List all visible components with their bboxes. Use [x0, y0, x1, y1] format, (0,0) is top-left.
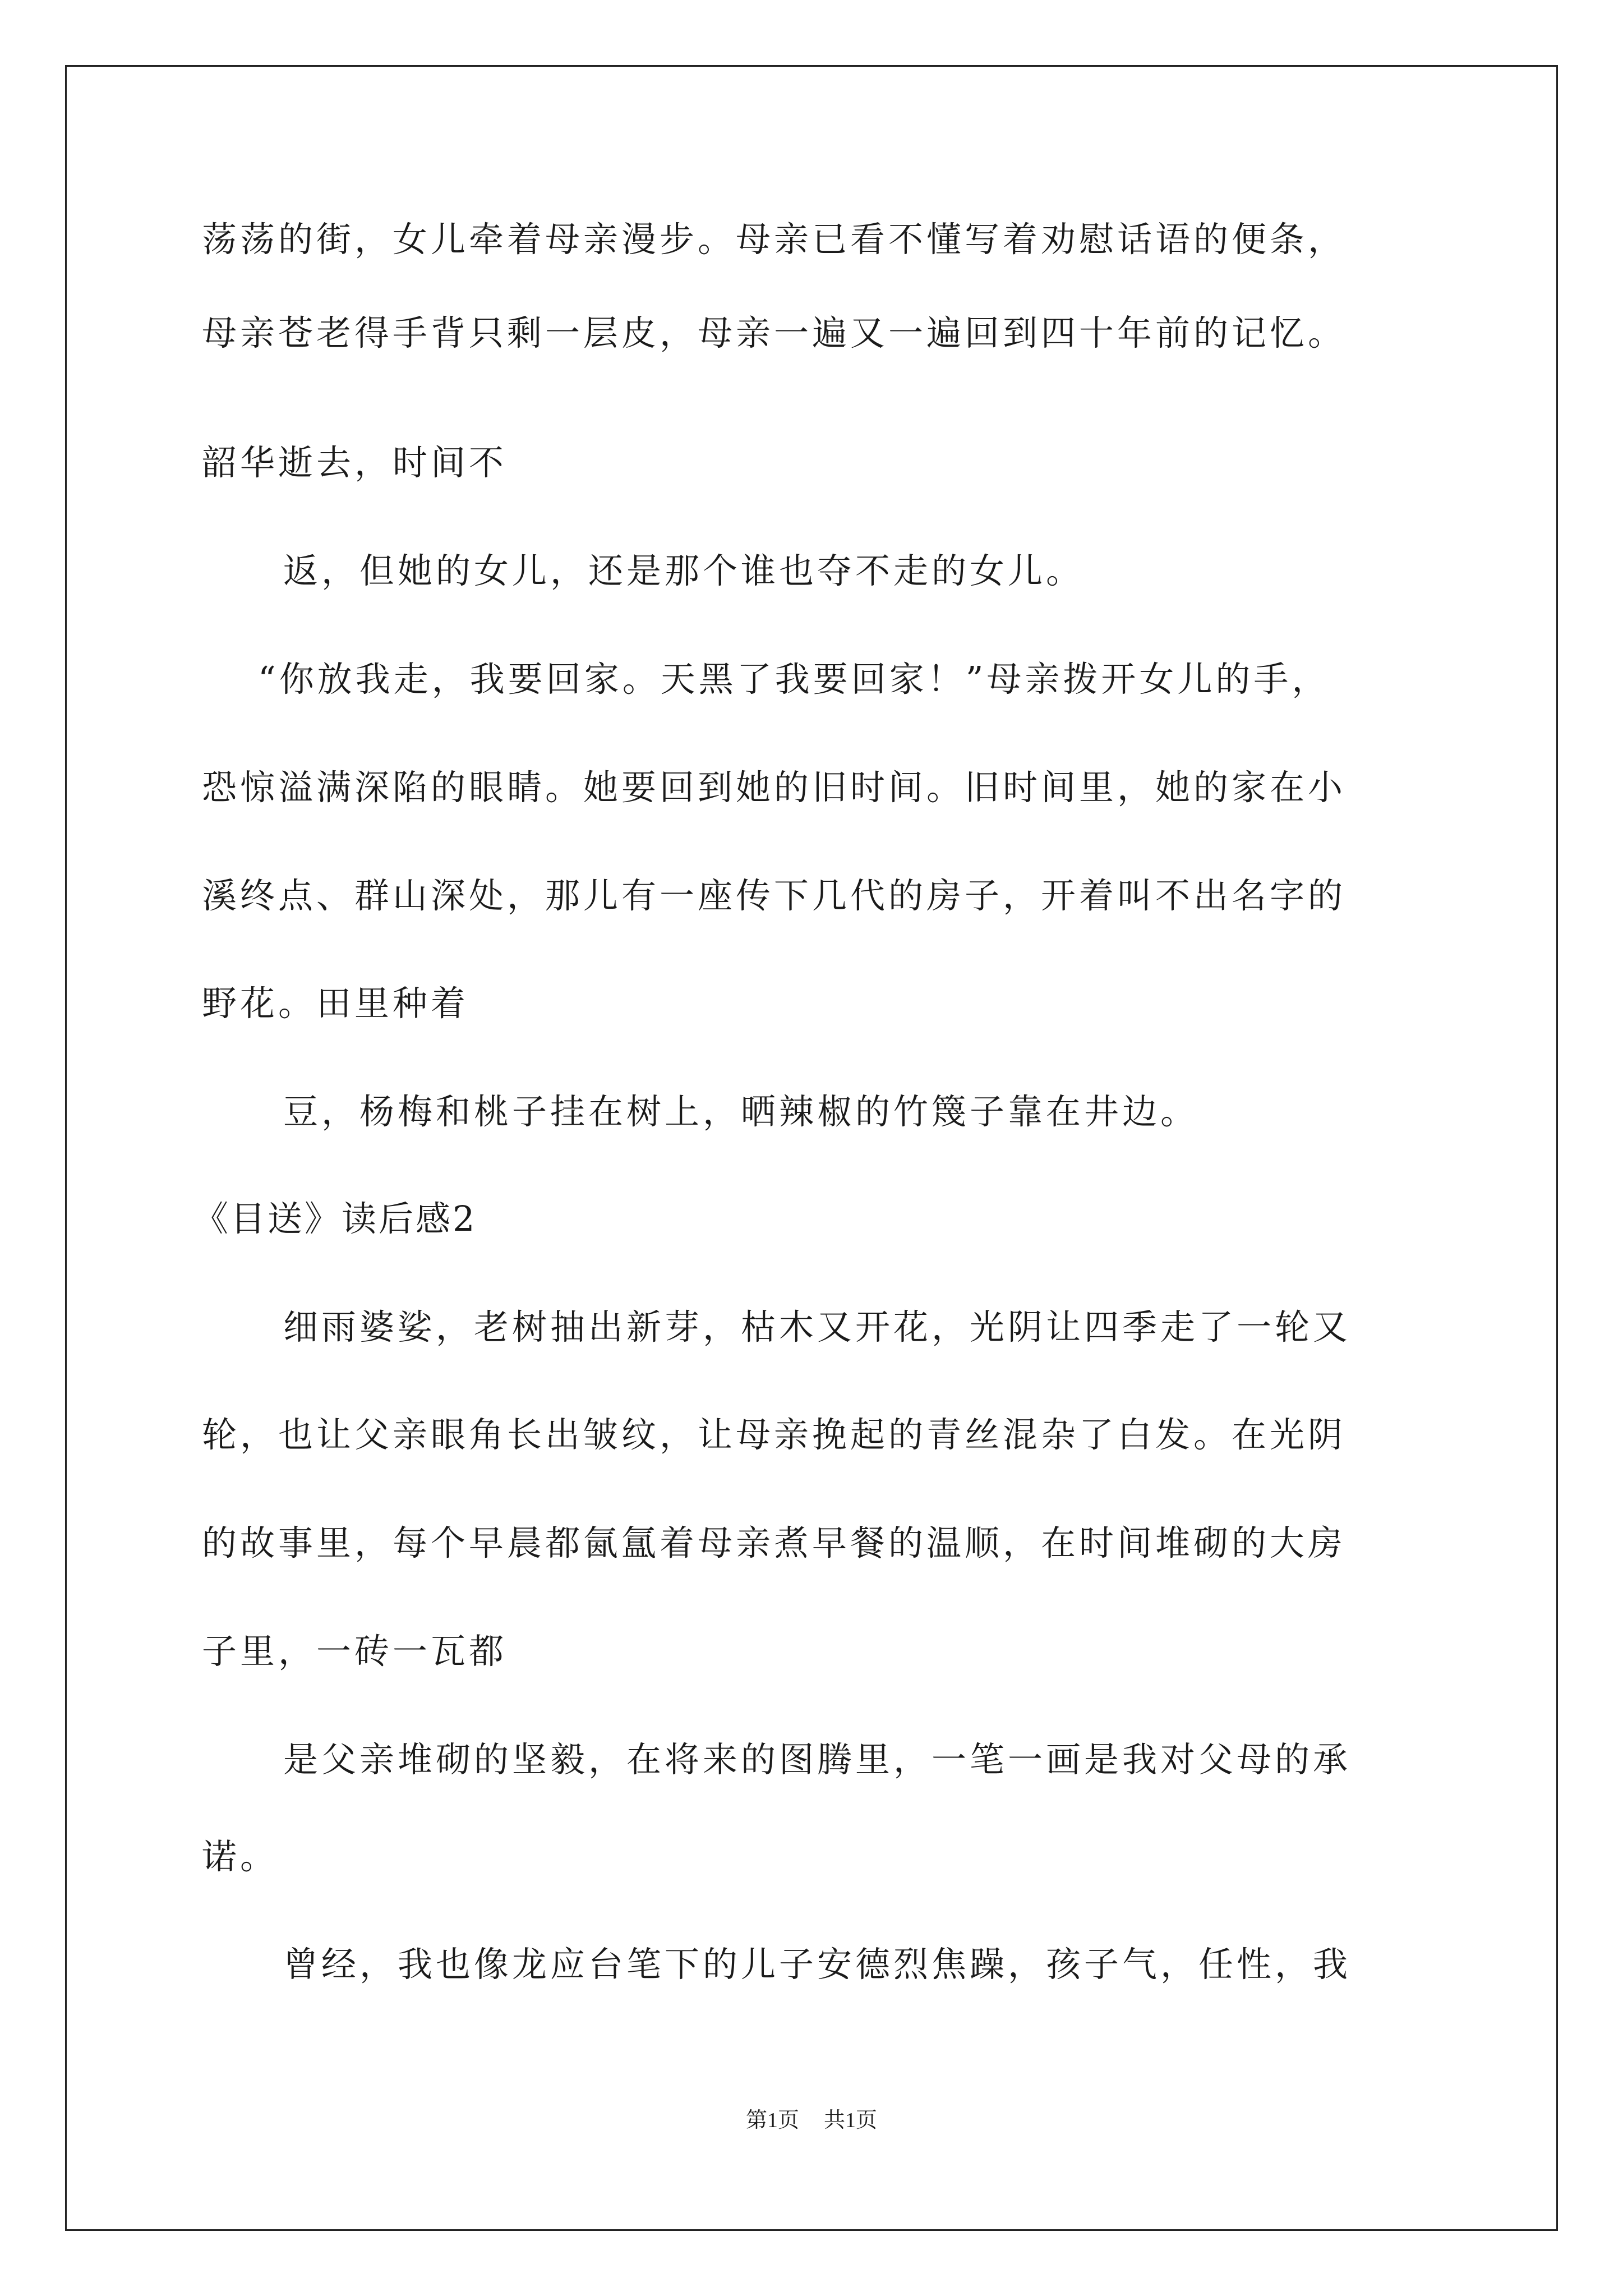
- body-line: 诺。: [202, 1836, 279, 1877]
- body-line: 曾经，我也像龙应台笔下的儿子安德烈焦躁，孩子气，任性，我: [283, 1944, 1352, 1985]
- page-footer: [0, 2108, 1623, 2133]
- body-line: 野花。田里种着: [202, 983, 469, 1024]
- body-line: 细雨婆娑，老树抽出新芽，枯木又开花，光阴让四季走了一轮又: [283, 1306, 1352, 1347]
- body-line: 轮，也让父亲眼角长出皱纹，让母亲挽起的青丝混杂了白发。在光阴: [202, 1414, 1347, 1455]
- body-line: 溪终点、群山深处，那儿有一座传下几代的房子，开着叫不出名字的: [202, 875, 1347, 916]
- body-line: 荡荡的街，女儿牵着母亲漫步。母亲已看不懂写着劝慰话语的便条，: [202, 219, 1347, 260]
- page-total: 共1页: [824, 2109, 878, 2132]
- page-number: 第1页: [745, 2109, 799, 2132]
- body-line: 韶华逝去，时间不: [202, 442, 508, 483]
- body-line: 的故事里，每个早晨都氤氲着母亲煮早餐的温顺，在时间堆砌的大房: [202, 1522, 1347, 1563]
- page-border: [65, 65, 1558, 2231]
- body-line: “你放我走，我要回家。天黑了我要回家！”母亲拨开女儿的手，: [258, 659, 1330, 700]
- body-line: 子里，一砖一瓦都: [202, 1631, 508, 1672]
- body-line: 恐惊溢满深陷的眼睛。她要回到她的旧时间。旧时间里，她的家在小: [202, 767, 1347, 808]
- body-line: 是父亲堆砌的坚毅，在将来的图腾里，一笔一画是我对父母的承: [283, 1739, 1352, 1780]
- section-heading: 《目送》读后感2: [193, 1198, 477, 1239]
- body-line: 豆，杨梅和桃子挂在树上，晒辣椒的竹篾子靠在井边。: [283, 1091, 1199, 1132]
- body-line: 返，但她的女儿，还是那个谁也夺不走的女儿。: [283, 550, 1085, 591]
- body-line: 母亲苍老得手背只剩一层皮，母亲一遍又一遍回到四十年前的记忆。: [202, 312, 1347, 353]
